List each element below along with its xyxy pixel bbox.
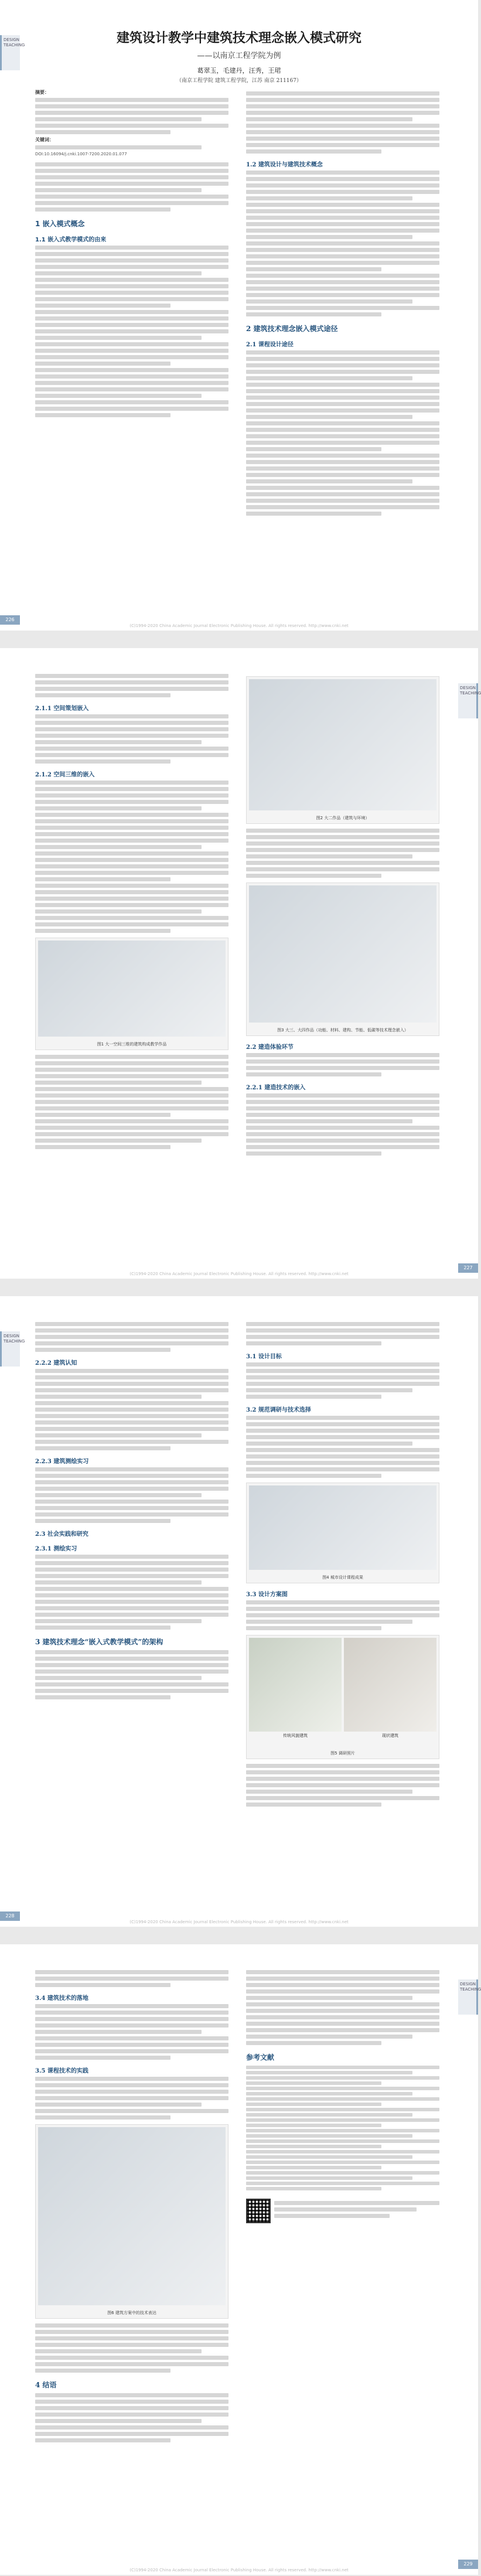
figure-4-caption: 图4 城市设计课程成果	[322, 1575, 363, 1580]
section-4-heading: 4 结语	[35, 2381, 57, 2389]
author-bio-block	[246, 2199, 439, 2234]
section-1-heading: 1 嵌入模式概念	[35, 220, 85, 228]
affiliation: （南京工程学院 建筑工程学院，江苏 南京 211167）	[176, 78, 302, 84]
page4-right-column	[246, 1968, 439, 2234]
page-number: 226	[0, 615, 20, 625]
page3-left-column	[35, 1320, 228, 1702]
copyright: (C)1994-2020 China Academic Journal Electronic Publishing House. All rights reserved. http://www.cnki.net	[129, 2568, 349, 2572]
page1-right-column	[246, 89, 439, 518]
page2-left-column	[35, 672, 228, 1151]
figure-6	[35, 2124, 228, 2319]
section-2-heading: 2 建筑技术理念嵌入模式途径	[246, 325, 338, 333]
figure-3-caption: 图3 大三、大四作品（功能、材料、建构、节能、低碳等技术理念嵌入）	[277, 1028, 408, 1033]
figure-2	[246, 676, 439, 824]
section-3-2-heading: 3.2 规范调研与技术选择	[246, 1407, 311, 1413]
authors: 葛翠玉，毛建丹，汪秀，王珺	[197, 67, 281, 74]
page-4	[0, 1944, 481, 2575]
figure-3	[246, 882, 439, 1036]
figure-5-sub-left: 传统风貌建筑	[283, 1733, 308, 1738]
section-3-3-heading: 3.3 设计方案图	[246, 1592, 288, 1598]
section-1-1-heading: 1.1 嵌入式教学模式的由来	[35, 237, 107, 243]
side-tab: DESIGN TEACHING	[0, 1331, 20, 1367]
section-3-heading: 3 建筑技术理念“嵌入式教学模式”的架构	[35, 1638, 163, 1646]
section-2-1-heading: 2.1 课程设计途径	[246, 342, 294, 348]
figure-5	[246, 1635, 439, 1759]
section-3-5-heading: 3.5 课程技术的实践	[35, 2068, 88, 2074]
section-2-3-heading: 2.3 社会实践和研究	[35, 1531, 88, 1538]
section-3-4-heading: 3.4 建筑技术的落地	[35, 1995, 88, 2002]
page2-right-column	[246, 672, 439, 1158]
keywords-label: 关键词：	[35, 137, 54, 142]
figure-1-caption: 图1 大一空间三维的建筑构成教学作品	[97, 1042, 167, 1047]
page-2	[0, 648, 481, 1279]
figure-6-caption: 图6 建筑方案中的技术表达	[107, 2311, 156, 2315]
side-tab: DESIGN TEACHING	[458, 683, 478, 718]
page-number: 229	[458, 2560, 478, 2569]
figure-1	[35, 938, 228, 1050]
side-tab: DESIGN TEACHING	[0, 35, 20, 70]
section-2-2-2-heading: 2.2.2 建筑认知	[35, 1360, 77, 1367]
page-number: 227	[458, 1263, 478, 1273]
section-1-2-heading: 1.2 建筑设计与建筑技术概念	[246, 162, 323, 168]
page4-left-column	[35, 1968, 228, 2445]
page-number: 228	[0, 1911, 20, 1921]
copyright: (C)1994-2020 China Academic Journal Electronic Publishing House. All rights reserved. http://www.cnki.net	[129, 1272, 349, 1276]
figure-4	[246, 1483, 439, 1583]
section-3-1-heading: 3.1 设计目标	[246, 1354, 282, 1360]
page-1	[0, 0, 478, 631]
side-tab: DESIGN TEACHING	[458, 1979, 478, 2015]
section-2-2-1-heading: 2.2.1 建造技术的嵌入	[246, 1085, 306, 1091]
article-title: 建筑设计教学中建筑技术理念嵌入模式研究	[116, 30, 361, 46]
section-2-1-1-heading: 2.1.1 空间策划嵌入	[35, 706, 89, 712]
section-2-2-heading: 2.2 建造体验环节	[246, 1044, 294, 1051]
section-2-2-3-heading: 2.2.3 建筑测绘实习	[35, 1459, 89, 1465]
page-3	[0, 1296, 478, 1927]
page3-right-column	[246, 1320, 439, 1809]
figure-5-caption: 图5 调研照片	[330, 1751, 355, 1756]
references-heading: 参考文献	[246, 2053, 275, 2062]
section-2-3-1-heading: 2.3.1 测绘实习	[35, 1546, 77, 1552]
doi: DOI:10.16094/j.cnki.1007-7200.2020.01.077	[35, 152, 127, 156]
article-subtitle: ——以南京工程学院为例	[197, 52, 281, 60]
copyright: (C)1994-2020 China Academic Journal Electronic Publishing House. All rights reserved. http://www.cnki.net	[129, 1920, 349, 1924]
section-2-1-2-heading: 2.1.2 空间三维的嵌入	[35, 772, 95, 778]
figure-5-sub-right: 现状建筑	[382, 1733, 398, 1738]
abstract-label: 摘要：	[35, 90, 49, 95]
copyright: (C)1994-2020 China Academic Journal Electronic Publishing House. All rights reserved. http://www.cnki.net	[129, 623, 349, 628]
abstract	[35, 89, 228, 420]
references-list	[246, 2066, 439, 2190]
figure-2-caption: 图2 大二作品（建筑与环境）	[316, 816, 370, 820]
qr-code	[246, 2199, 271, 2223]
